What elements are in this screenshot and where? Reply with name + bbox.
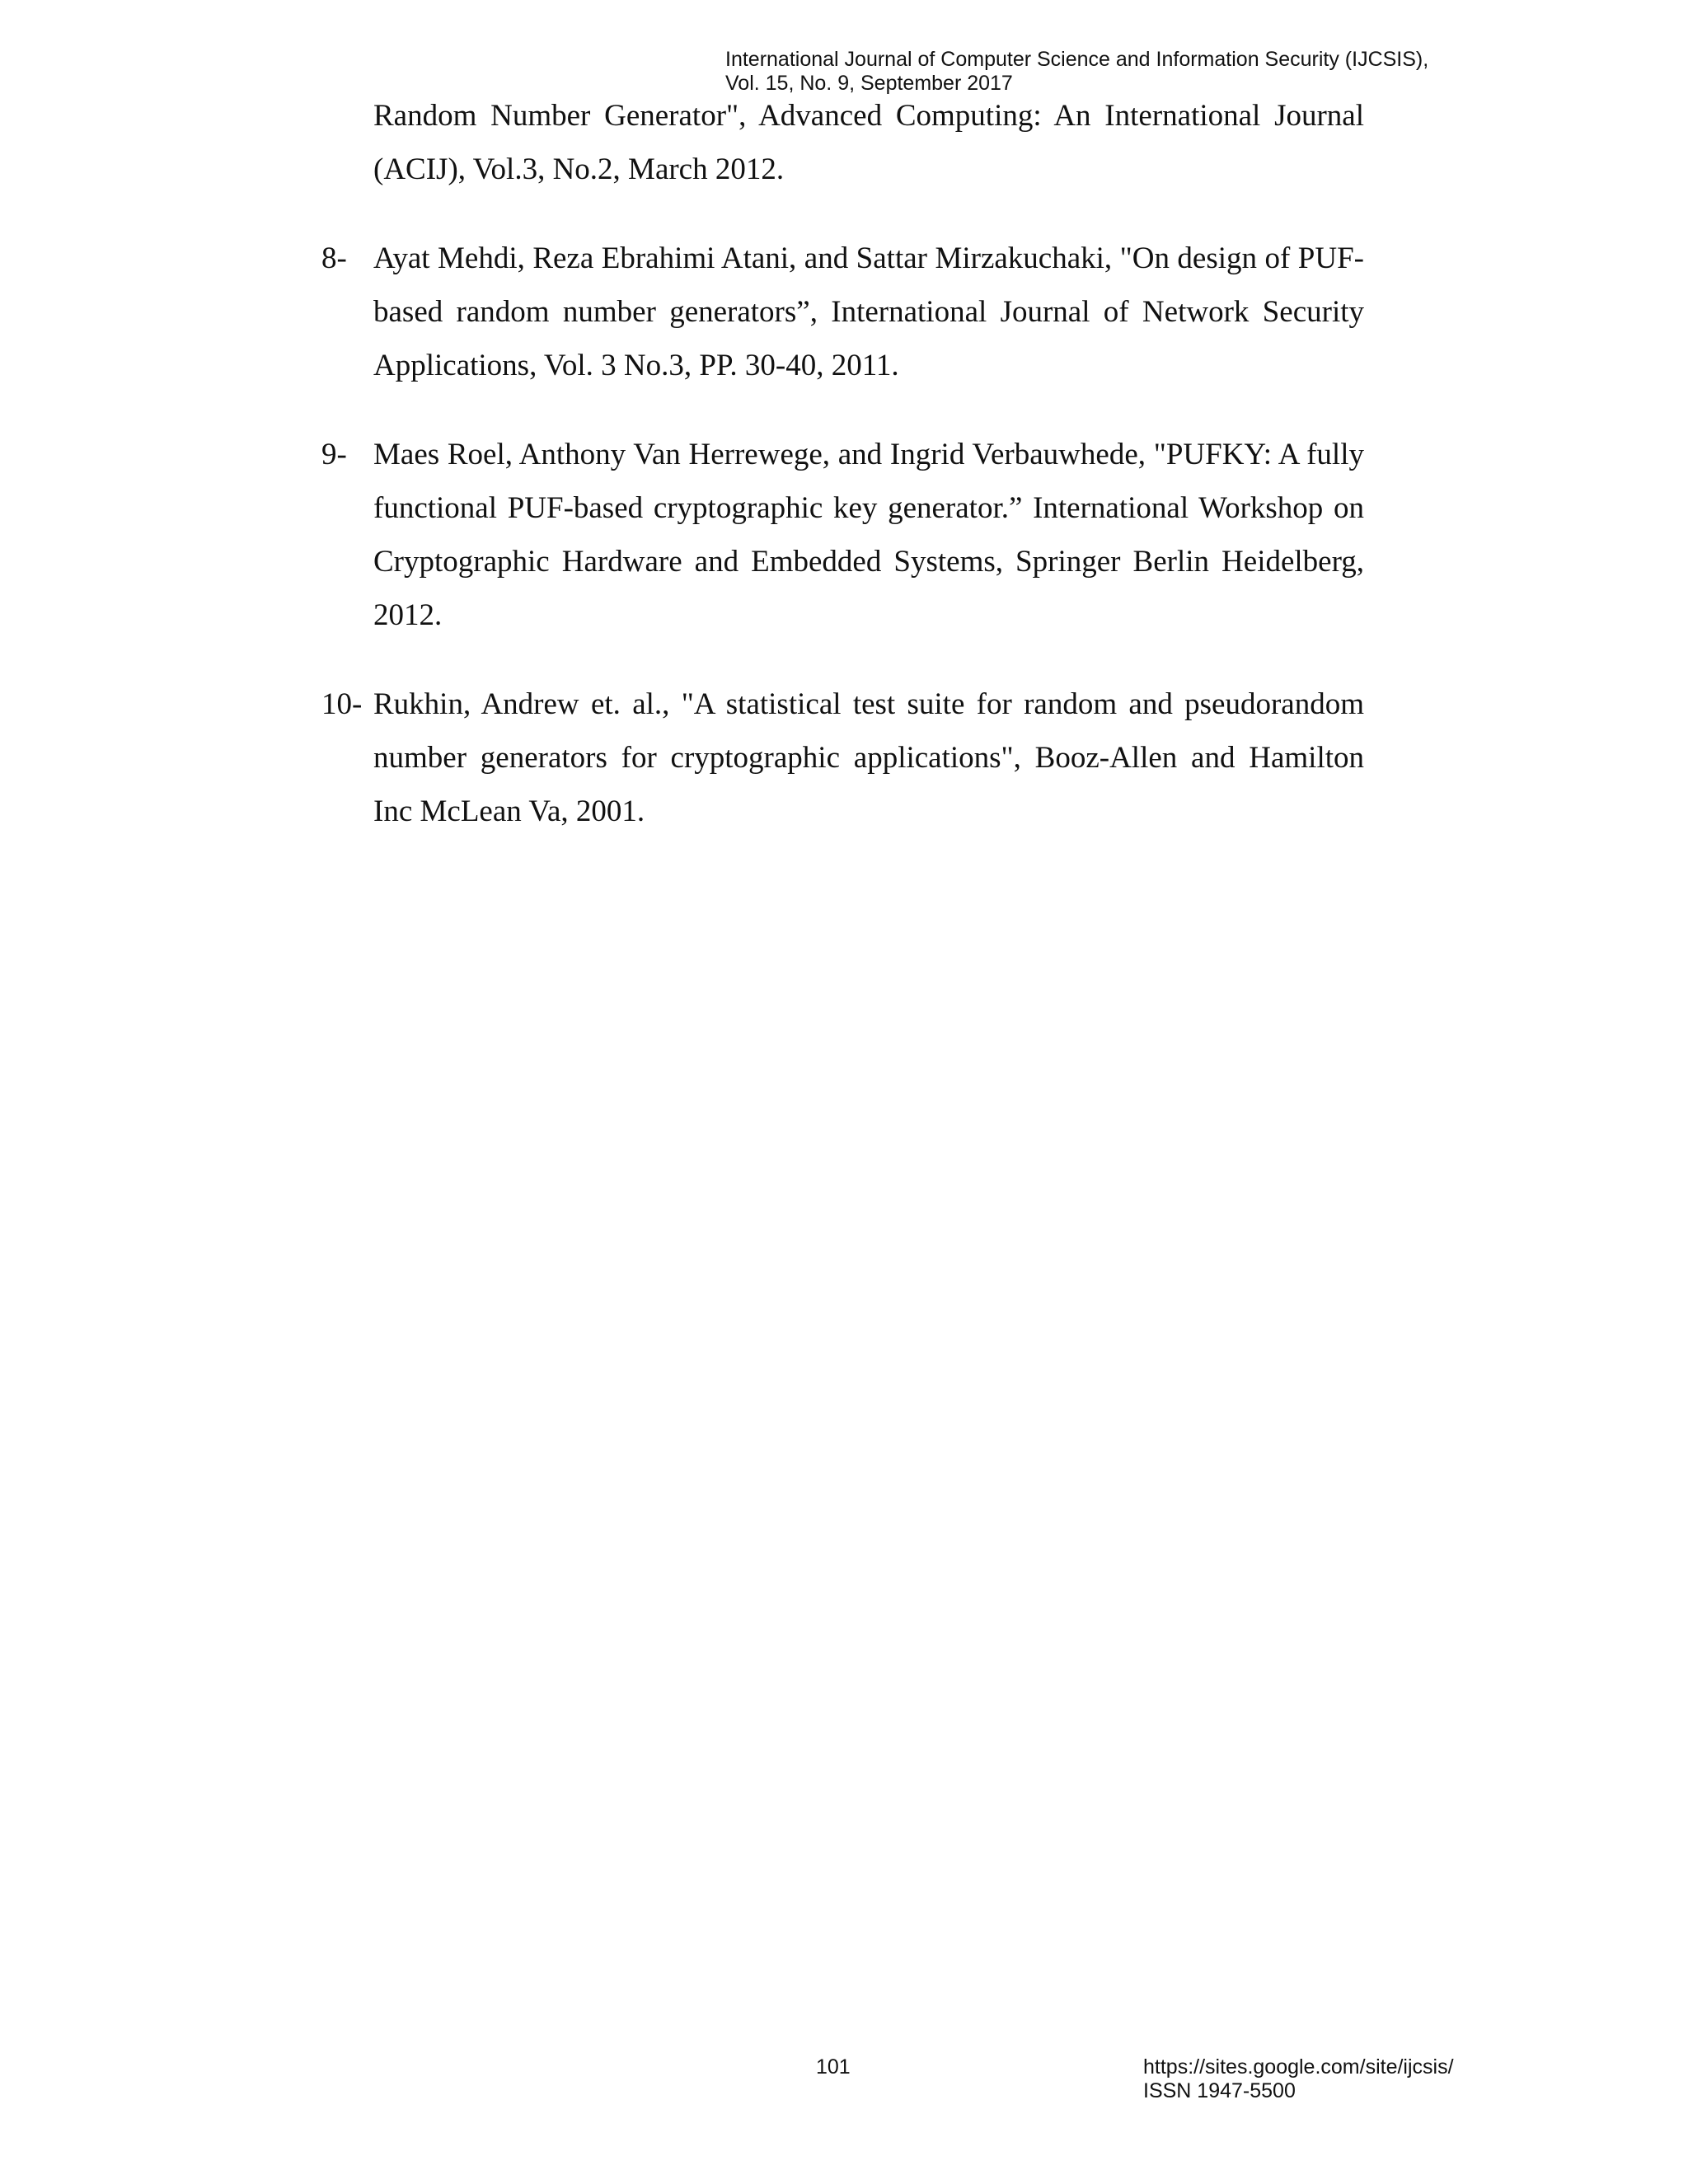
reference-item-8 (321, 232, 1364, 392)
journal-url: https://sites.google.com/site/ijcsis/ (1143, 2055, 1454, 2079)
reference-item-9 (321, 428, 1364, 642)
journal-title-line: International Journal of Computer Science and Information Security (IJCSIS), (725, 48, 1429, 71)
page-number: 101 (816, 2055, 851, 2079)
reference-text: Rukhin, Andrew et. al., "A statistical test suite for random and pseudorandom number generators for cryptographic applications", Booz-Allen and Hamilton Inc McLean Va, 2001. (373, 687, 1364, 828)
reference-text: Ayat Mehdi, Reza Ebrahimi Atani, and Sattar Mirzakuchaki, "On design of PUF-based random number generators”, International Journal of Network Security Applications, Vol. 3 No.3, PP. 30-40, 2011. (373, 241, 1364, 382)
journal-footer (1143, 2055, 1454, 2103)
reference-list (321, 89, 1364, 874)
journal-issn: ISSN 1947-5500 (1143, 2079, 1296, 2102)
reference-number: 10- (321, 687, 363, 721)
reference-text: Random Number Generator", Advanced Computing: An International Journal (ACIJ), Vol.3, No.2, March 2012. (373, 99, 1364, 186)
journal-issue-line: Vol. 15, No. 9, September 2017 (725, 72, 1013, 95)
reference-number: 9- (321, 438, 347, 471)
reference-continuation (321, 89, 1364, 196)
reference-number: 8- (321, 241, 347, 275)
reference-item-10 (321, 677, 1364, 838)
reference-text: Maes Roel, Anthony Van Herrewege, and Ingrid Verbauwhede, "PUFKY: A fully functional PUF-based cryptographic key generator.” International Workshop on Cryptographic Hardware and Embedded Systems, Springer Berlin Heidelberg, 2012. (373, 438, 1364, 632)
